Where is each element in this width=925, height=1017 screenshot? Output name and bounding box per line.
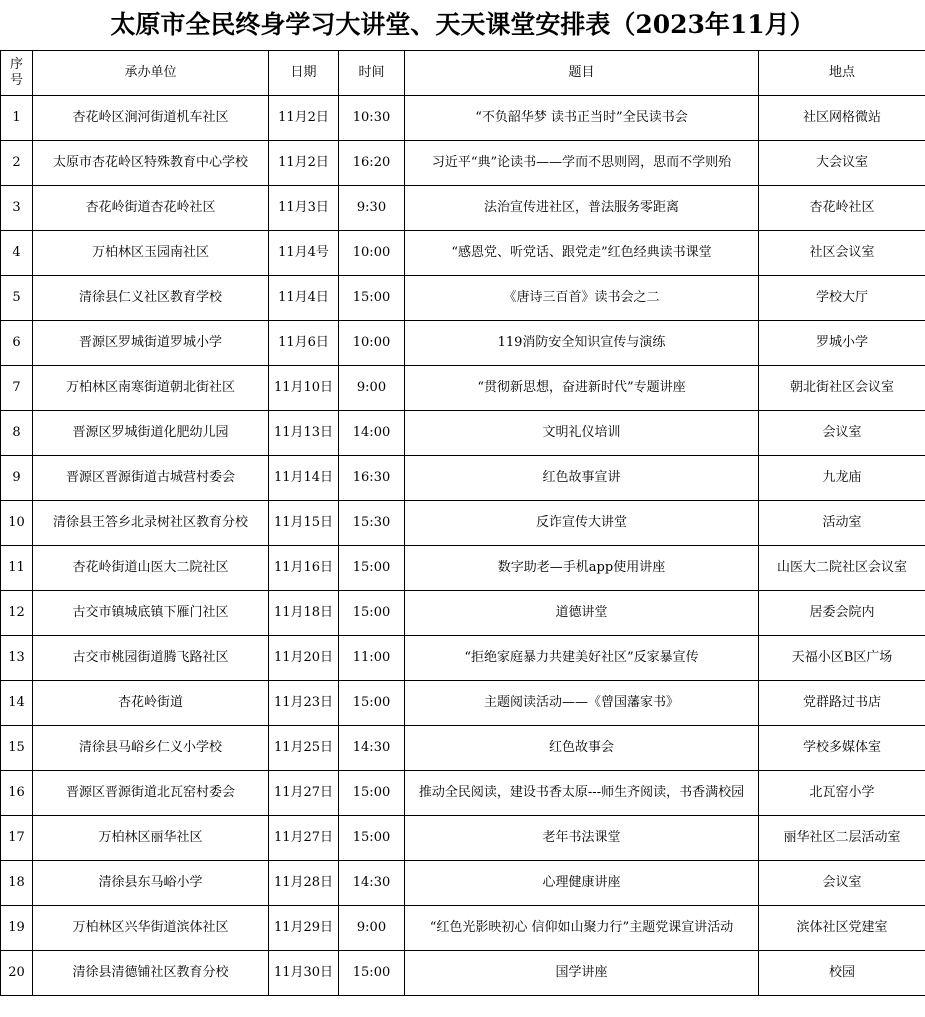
- header-time: 时间: [339, 51, 405, 96]
- cell-date: 11月10日: [269, 366, 339, 411]
- cell-no: 13: [1, 636, 33, 681]
- cell-unit: 万柏林区丽华社区: [33, 816, 269, 861]
- cell-topic: 数字助老—手机app使用讲座: [405, 546, 759, 591]
- cell-unit: 清徐县王答乡北录树社区教育分校: [33, 501, 269, 546]
- table-header-row: [1, 51, 925, 96]
- cell-place: 山医大二院社区会议室: [759, 546, 925, 591]
- cell-no: 8: [1, 411, 33, 456]
- cell-topic: 心理健康讲座: [405, 861, 759, 906]
- cell-no: 10: [1, 501, 33, 546]
- table-row: [1, 276, 925, 321]
- table-row: [1, 411, 925, 456]
- cell-time: 14:00: [339, 411, 405, 456]
- cell-place: 九龙庙: [759, 456, 925, 501]
- cell-no: 12: [1, 591, 33, 636]
- table-row: [1, 771, 925, 816]
- table-row: [1, 816, 925, 861]
- table-row: [1, 681, 925, 726]
- table-row: [1, 726, 925, 771]
- cell-time: 9:30: [339, 186, 405, 231]
- cell-date: 11月3日: [269, 186, 339, 231]
- cell-time: 15:00: [339, 276, 405, 321]
- cell-place: 校园: [759, 951, 925, 996]
- cell-place: 学校多媒体室: [759, 726, 925, 771]
- cell-date: 11月13日: [269, 411, 339, 456]
- cell-time: 15:00: [339, 546, 405, 591]
- cell-topic: 老年书法课堂: [405, 816, 759, 861]
- cell-place: 罗城小学: [759, 321, 925, 366]
- cell-place: 社区网格微站: [759, 96, 925, 141]
- cell-no: 9: [1, 456, 33, 501]
- cell-place: 丽华社区二层活动室: [759, 816, 925, 861]
- cell-unit: 晋源区晋源街道北瓦窑村委会: [33, 771, 269, 816]
- cell-date: 11月4号: [269, 231, 339, 276]
- cell-date: 11月15日: [269, 501, 339, 546]
- header-topic: 题目: [405, 51, 759, 96]
- table-row: [1, 951, 925, 996]
- cell-topic: “红色光影映初心 信仰如山聚力行”主题党课宣讲活动: [405, 906, 759, 951]
- cell-time: 10:00: [339, 231, 405, 276]
- cell-date: 11月27日: [269, 816, 339, 861]
- cell-date: 11月2日: [269, 96, 339, 141]
- cell-place: 会议室: [759, 411, 925, 456]
- table-row: [1, 231, 925, 276]
- table-row: [1, 636, 925, 681]
- header-place: 地点: [759, 51, 925, 96]
- header-date: 日期: [269, 51, 339, 96]
- table-row: [1, 96, 925, 141]
- cell-no: 16: [1, 771, 33, 816]
- cell-date: 11月4日: [269, 276, 339, 321]
- cell-topic: 习近平“典”论读书——学而不思则罔，思而不学则殆: [405, 141, 759, 186]
- cell-unit: 古交市镇城底镇下雁门社区: [33, 591, 269, 636]
- cell-place: 北瓦窑小学: [759, 771, 925, 816]
- cell-no: 17: [1, 816, 33, 861]
- cell-topic: 国学讲座: [405, 951, 759, 996]
- cell-no: 14: [1, 681, 33, 726]
- cell-date: 11月29日: [269, 906, 339, 951]
- cell-no: 7: [1, 366, 33, 411]
- cell-time: 10:00: [339, 321, 405, 366]
- cell-topic: “贯彻新思想，奋进新时代”专题讲座: [405, 366, 759, 411]
- cell-place: 会议室: [759, 861, 925, 906]
- cell-unit: 清徐县东马峪小学: [33, 861, 269, 906]
- cell-topic: “感恩党、听党话、跟党走”红色经典读书课堂: [405, 231, 759, 276]
- cell-unit: 太原市杏花岭区特殊教育中心学校: [33, 141, 269, 186]
- cell-time: 15:00: [339, 951, 405, 996]
- cell-place: 居委会院内: [759, 591, 925, 636]
- cell-date: 11月6日: [269, 321, 339, 366]
- table-row: [1, 906, 925, 951]
- cell-topic: 法治宣传进社区，普法服务零距离: [405, 186, 759, 231]
- cell-unit: 清徐县仁义社区教育学校: [33, 276, 269, 321]
- cell-date: 11月16日: [269, 546, 339, 591]
- table-row: [1, 141, 925, 186]
- cell-unit: 杏花岭区涧河街道机车社区: [33, 96, 269, 141]
- cell-date: 11月20日: [269, 636, 339, 681]
- cell-no: 15: [1, 726, 33, 771]
- cell-time: 9:00: [339, 906, 405, 951]
- cell-no: 4: [1, 231, 33, 276]
- cell-no: 11: [1, 546, 33, 591]
- cell-unit: 万柏林区兴华街道滨体社区: [33, 906, 269, 951]
- cell-topic: 《唐诗三百首》读书会之二: [405, 276, 759, 321]
- cell-time: 11:00: [339, 636, 405, 681]
- schedule-table: [0, 50, 925, 996]
- cell-time: 14:30: [339, 861, 405, 906]
- cell-unit: 杏花岭街道: [33, 681, 269, 726]
- cell-time: 15:30: [339, 501, 405, 546]
- table-row: [1, 591, 925, 636]
- cell-topic: 道德讲堂: [405, 591, 759, 636]
- table-row: [1, 546, 925, 591]
- cell-time: 15:00: [339, 816, 405, 861]
- cell-time: 16:20: [339, 141, 405, 186]
- cell-date: 11月28日: [269, 861, 339, 906]
- cell-time: 10:30: [339, 96, 405, 141]
- cell-topic: 红色故事宣讲: [405, 456, 759, 501]
- header-no: 序号: [1, 51, 33, 96]
- cell-time: 15:00: [339, 681, 405, 726]
- cell-unit: 晋源区罗城街道罗城小学: [33, 321, 269, 366]
- cell-time: 16:30: [339, 456, 405, 501]
- cell-place: 社区会议室: [759, 231, 925, 276]
- cell-unit: 清徐县清德铺社区教育分校: [33, 951, 269, 996]
- cell-date: 11月14日: [269, 456, 339, 501]
- cell-topic: 推动全民阅读，建设书香太原---师生齐阅读，书香满校园: [405, 771, 759, 816]
- table-row: [1, 456, 925, 501]
- cell-place: 朝北街社区会议室: [759, 366, 925, 411]
- cell-date: 11月27日: [269, 771, 339, 816]
- cell-topic: “拒绝家庭暴力共建美好社区”反家暴宣传: [405, 636, 759, 681]
- cell-no: 6: [1, 321, 33, 366]
- cell-no: 1: [1, 96, 33, 141]
- cell-place: 活动室: [759, 501, 925, 546]
- cell-topic: 主题阅读活动——《曾国藩家书》: [405, 681, 759, 726]
- header-unit: 承办单位: [33, 51, 269, 96]
- cell-date: 11月2日: [269, 141, 339, 186]
- cell-date: 11月18日: [269, 591, 339, 636]
- cell-time: 14:30: [339, 726, 405, 771]
- cell-topic: 反诈宣传大讲堂: [405, 501, 759, 546]
- cell-no: 20: [1, 951, 33, 996]
- cell-unit: 晋源区晋源街道古城营村委会: [33, 456, 269, 501]
- cell-place: 天福小区B区广场: [759, 636, 925, 681]
- cell-place: 大会议室: [759, 141, 925, 186]
- cell-time: 15:00: [339, 771, 405, 816]
- cell-place: 杏花岭社区: [759, 186, 925, 231]
- table-row: [1, 861, 925, 906]
- cell-place: 滨体社区党建室: [759, 906, 925, 951]
- cell-topic: “不负韶华梦 读书正当时”全民读书会: [405, 96, 759, 141]
- cell-unit: 万柏林区玉园南社区: [33, 231, 269, 276]
- cell-topic: 文明礼仪培训: [405, 411, 759, 456]
- page-title: 太原市全民终身学习大讲堂、天天课堂安排表（2023年11月）: [110, 10, 815, 39]
- cell-unit: 清徐县马峪乡仁义小学校: [33, 726, 269, 771]
- table-row: [1, 321, 925, 366]
- cell-date: 11月23日: [269, 681, 339, 726]
- table-row: [1, 366, 925, 411]
- cell-unit: 晋源区罗城街道化肥幼儿园: [33, 411, 269, 456]
- cell-no: 5: [1, 276, 33, 321]
- cell-no: 19: [1, 906, 33, 951]
- cell-unit: 古交市桃园街道腾飞路社区: [33, 636, 269, 681]
- cell-unit: 杏花岭街道山医大二院社区: [33, 546, 269, 591]
- cell-time: 15:00: [339, 591, 405, 636]
- cell-unit: 杏花岭街道杏花岭社区: [33, 186, 269, 231]
- cell-time: 9:00: [339, 366, 405, 411]
- cell-unit: 万柏林区南寒街道朝北街社区: [33, 366, 269, 411]
- cell-no: 2: [1, 141, 33, 186]
- cell-topic: 红色故事会: [405, 726, 759, 771]
- table-row: [1, 501, 925, 546]
- cell-place: 党群路过书店: [759, 681, 925, 726]
- cell-no: 3: [1, 186, 33, 231]
- cell-date: 11月25日: [269, 726, 339, 771]
- cell-date: 11月30日: [269, 951, 339, 996]
- cell-topic: 119消防安全知识宣传与演练: [405, 321, 759, 366]
- cell-no: 18: [1, 861, 33, 906]
- cell-place: 学校大厅: [759, 276, 925, 321]
- table-row: [1, 186, 925, 231]
